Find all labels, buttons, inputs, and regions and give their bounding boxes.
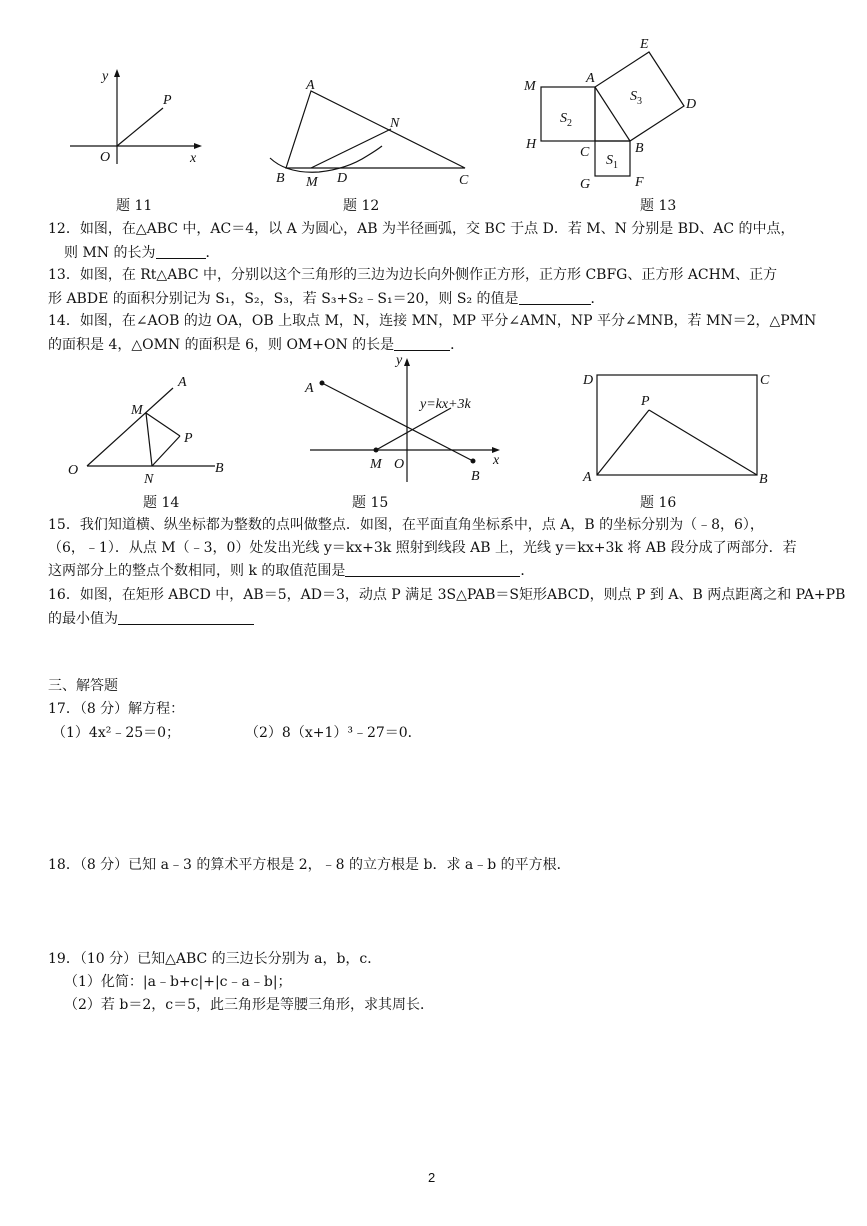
q15-text-a: 这两部分上的整点个数相同，则 k 的取值范围是 [48,563,346,579]
fig15-label-b: B [471,469,480,484]
q15-text-b: ． [520,563,535,579]
fig14-label-a: A [178,375,187,390]
question-16-line-2 [48,610,254,628]
fig14-label-n: N [144,472,154,487]
fig13-label-b: B [635,141,644,156]
fig15-label-m: M [370,457,382,472]
question-15-line-2: （6，﹣1）．从点 M（﹣3，0）处发出光线 y＝kx+3k 照射到线段 AB 上，光线 y＝kx+3k 将 AB 段分成了两部分．若 [48,540,797,556]
fig14-label-b: B [215,461,224,476]
figure-16-caption: 题 16 [640,495,677,511]
fig11-label-o: O [100,150,111,165]
question-16-line-1: 16．如图，在矩形 ABCD 中，AB＝5，AD＝3，动点 P 满足 3S△PAB＝S矩形ABCD，则点 P 到 A、B 两点距离之和 PA+PB [48,587,846,603]
fig12-label-a: A [306,78,315,93]
figure-13 [520,32,710,194]
fig11-label-x: x [190,151,197,166]
fig14-label-o: O [68,463,79,478]
question-14-line-1: 14．如图，在∠AOB 的边 OA，OB 上取点 M，N，连接 MN，MP 平分∠AMN，NP 平分∠MNB，若 MN＝2，△PMN [48,313,817,329]
fig13-label-e: E [640,37,649,52]
fig11-label-p: P [163,93,172,108]
fig13-label-s3: $S_3$ [630,89,642,107]
fig14-label-p: P [184,431,193,446]
question-17-part-1: （1）4x²﹣25＝0； [52,725,181,741]
figure-13-diagram [520,32,710,194]
figure-12 [262,74,482,194]
question-19-part-2: （2）若 b＝2，c＝5，此三角形是等腰三角形，求其周长． [64,997,434,1013]
figure-15-diagram [300,350,520,490]
figure-14-caption: 题 14 [143,495,180,511]
fig13-label-s2: $S_2$ [560,111,572,129]
fig16-label-a: A [583,470,592,485]
fig15-label-a: A [305,381,314,396]
q14-answer-blank[interactable] [394,336,450,351]
fig12-label-n: N [390,116,400,131]
fig15-label-x: x [493,453,500,468]
fig13-label-h: H [526,137,537,152]
question-17-part-2: （2）8（x+1）³﹣27＝0． [245,725,422,741]
fig13-label-g: G [580,177,591,192]
question-15-line-3 [48,562,534,580]
q14-text-b: ． [450,337,465,353]
fig12-label-m: M [306,175,318,190]
figure-14-diagram [60,368,240,488]
figure-15-caption: 题 15 [352,495,389,511]
fig16-label-p: P [641,394,650,409]
q12-answer-blank[interactable] [156,244,206,259]
q13-answer-blank[interactable] [519,290,591,305]
question-19-part-1: （1）化简：|a﹣b+c|+|c﹣a﹣b|； [64,974,292,990]
question-13-line-2 [48,290,605,308]
figure-12-diagram [262,74,482,194]
fig16-label-d: D [583,373,594,388]
figure-16 [575,365,785,490]
q12-text-b: ． [205,245,220,261]
fig14-label-m: M [131,403,143,418]
question-19-head: 19．（10 分）已知△ABC 的三边长分别为 a，b，c． [48,951,382,967]
question-15-line-1: 15．我们知道横、纵坐标都为整数的点叫做整点．如图，在平面直角坐标系中，点 A，B 的坐标分别为（﹣8，6）， [48,517,764,533]
fig13-label-m: M [524,79,536,94]
question-17-head: 17．（8 分）解方程： [48,701,185,717]
question-12-line-1: 12．如图，在△ABC 中，AC＝4，以 A 为圆心，AB 为半径画弧，交 BC 于点 D．若 M、N 分别是 BD、AC 的中点， [48,221,795,237]
fig16-label-b: B [759,472,768,487]
page-number: 2 [428,1170,436,1185]
fig11-label-y: y [102,69,109,84]
figure-12-caption: 题 12 [343,198,380,214]
q13-text-b: ． [590,291,605,307]
q16-text-a: 的最小值为 [48,611,118,627]
figure-11-caption: 题 11 [116,198,153,214]
fig15-label-eq: y=kx+3k [420,397,471,412]
fig12-label-b: B [276,171,285,186]
fig13-label-a: A [586,71,595,86]
question-13-line-1: 13．如图，在 Rt△ABC 中，分别以这个三角形的三边为边长向外侧作正方形，正方形 CBFG、正方形 ACHM、正方 [48,267,778,283]
figure-11-diagram [60,60,210,170]
figure-16-diagram [575,365,785,490]
fig15-label-o: O [394,457,405,472]
q12-text-a: 则 MN 的长为 [64,245,156,261]
q15-answer-blank[interactable] [345,562,520,577]
fig12-label-d: D [337,171,348,186]
fig13-label-s1: $S_1$ [606,153,618,171]
q13-text-a: 形 ABDE 的面积分别记为 S₁，S₂，S₃，若 S₃+S₂﹣S₁＝20，则 S₂ 的值是 [48,291,519,307]
fig13-label-d: D [686,97,697,112]
question-18-text: 18．（8 分）已知 a﹣3 的算术平方根是 2，﹣8 的立方根是 b．求 a﹣b 的平方根． [48,857,571,873]
fig13-label-f: F [635,175,644,190]
section-3-heading: 三、解答题 [48,678,118,694]
q14-text-a: 的面积是 4，△OMN 的面积是 6，则 OM+ON 的长是 [48,337,395,353]
q16-answer-blank[interactable] [118,610,254,625]
fig16-label-c: C [760,373,770,388]
question-12-line-2 [64,244,220,262]
figure-15 [300,350,520,490]
figure-14 [60,368,240,488]
figure-13-caption: 题 13 [640,198,677,214]
fig15-label-y: y [396,353,403,368]
fig12-label-c: C [459,173,469,188]
fig13-label-c: C [580,145,590,160]
figure-11 [60,60,210,170]
